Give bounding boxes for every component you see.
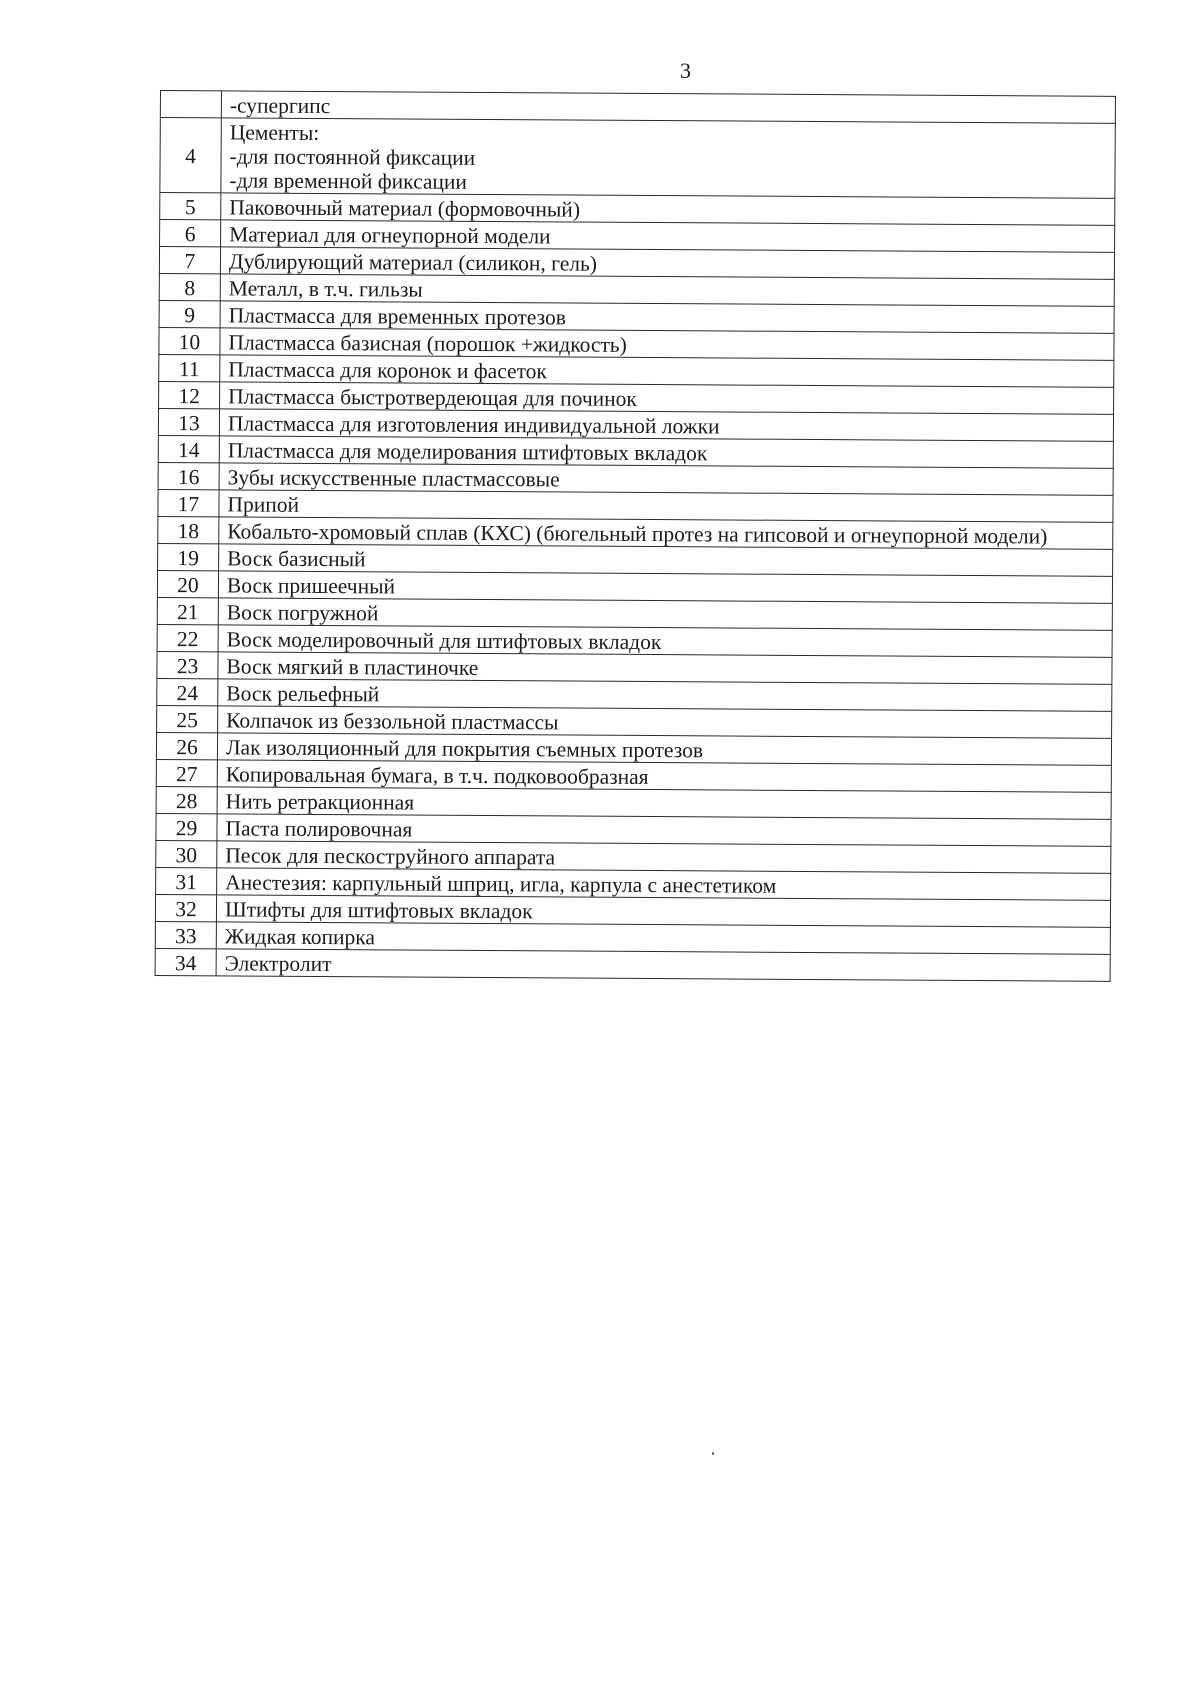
material-name-line: Песок для пескоструйного аппарата xyxy=(225,843,556,870)
page-number: 3 xyxy=(680,58,691,83)
material-name-line: Лак изоляционный для покрытия съемных протезов xyxy=(225,735,704,763)
material-name-line: Воск рельефный xyxy=(226,681,380,707)
material-name-line: Штифты для штифтовых вкладок xyxy=(224,897,533,924)
material-name-line: Пластмасса для изготовления индивидуальной ложки xyxy=(227,411,720,439)
material-name-line: Воск мягкий в пластиночке xyxy=(226,654,479,680)
row-number: 30 xyxy=(156,840,217,867)
row-number: 6 xyxy=(160,220,221,247)
row-number: 25 xyxy=(157,705,218,732)
row-number: 4 xyxy=(160,118,221,193)
material-name-line: Припой xyxy=(227,492,300,517)
scan-speck xyxy=(712,1452,714,1455)
materials-table-body xyxy=(155,91,1115,982)
row-number: 22 xyxy=(157,624,218,651)
material-name-line: Цементы: xyxy=(229,120,320,145)
row-number: 24 xyxy=(157,678,218,705)
material-name-line: Кобальто-хромовый сплав (КХС) (бюгельный протез на гипсовой и огнеупорной модели) xyxy=(227,519,1048,549)
material-name-line: -для постоянной фиксации xyxy=(229,144,476,170)
row-number: 19 xyxy=(158,543,219,570)
row-number: 16 xyxy=(158,462,219,489)
material-name-line: Паковочный материал (формовочный) xyxy=(229,195,581,222)
material-name-line: Копировальная бумага, в т.ч. подковообразная xyxy=(225,762,649,789)
row-number: 14 xyxy=(158,435,219,462)
material-name-line: Электролит xyxy=(224,951,332,977)
row-number: 13 xyxy=(158,408,219,435)
row-number: 12 xyxy=(159,381,220,408)
material-name-line: Металл, в т.ч. гильзы xyxy=(228,276,423,302)
material-name-line: Пластмасса для коронок и фасеток xyxy=(228,357,548,384)
table-row xyxy=(155,948,1110,981)
material-name-line: Воск моделировочный для штифтовых вкладок xyxy=(226,627,662,655)
material-name-line: Материал для огнеупорной модели xyxy=(229,222,551,249)
row-number: 8 xyxy=(159,273,220,300)
row-number: 20 xyxy=(157,570,218,597)
material-name-line: Пластмасса для моделирования штифтовых вкладок xyxy=(227,438,708,466)
row-number: 21 xyxy=(157,597,218,624)
material-name-line: Паста полировочная xyxy=(225,816,413,842)
row-number: 5 xyxy=(160,193,221,220)
row-number: 33 xyxy=(155,921,216,948)
row-number: 7 xyxy=(159,247,220,274)
row-number: 18 xyxy=(158,516,219,543)
material-name-line: Воск пришеечный xyxy=(226,573,396,599)
material-name-line: -для временной фиксации xyxy=(229,168,468,194)
material-name-line: Воск базисный xyxy=(227,546,366,572)
material-name-line: Пластмасса базисная (порошок +жидкость) xyxy=(228,330,627,357)
material-name-line: Жидкая копирка xyxy=(224,924,376,950)
table-row xyxy=(160,118,1115,199)
material-name-line: Воск погружной xyxy=(226,600,379,626)
materials-table xyxy=(155,90,1116,982)
material-name xyxy=(216,949,1110,981)
material-name-line: Колпачок из беззольной пластмассы xyxy=(226,708,559,735)
row-number: 31 xyxy=(156,867,217,894)
row-number: 23 xyxy=(157,651,218,678)
row-number: 9 xyxy=(159,300,220,327)
material-name xyxy=(221,118,1115,198)
row-number: 28 xyxy=(156,786,217,813)
material-name-line: -супергипс xyxy=(229,93,331,119)
material-name-line: Дублирующий материал (силикон, гель) xyxy=(228,249,598,276)
material-name-line: Нить ретракционная xyxy=(225,789,415,815)
material-name-line: Пластмасса для временных протезов xyxy=(228,303,567,330)
row-number: 17 xyxy=(158,489,219,516)
material-name-line: Зубы искусственные пластмассовые xyxy=(227,465,560,492)
row-number: 34 xyxy=(155,948,216,975)
row-number xyxy=(160,91,221,118)
row-number: 10 xyxy=(159,327,220,354)
row-number: 11 xyxy=(159,354,220,381)
row-number: 26 xyxy=(156,732,217,759)
material-name-line: Пластмасса быстротвердеющая для починок xyxy=(228,384,637,411)
material-name-line: Анестезия: карпульный шприц, игла, карпула с анестетиком xyxy=(225,870,777,898)
row-number: 32 xyxy=(155,894,216,921)
row-number: 27 xyxy=(156,759,217,786)
row-number: 29 xyxy=(156,813,217,840)
